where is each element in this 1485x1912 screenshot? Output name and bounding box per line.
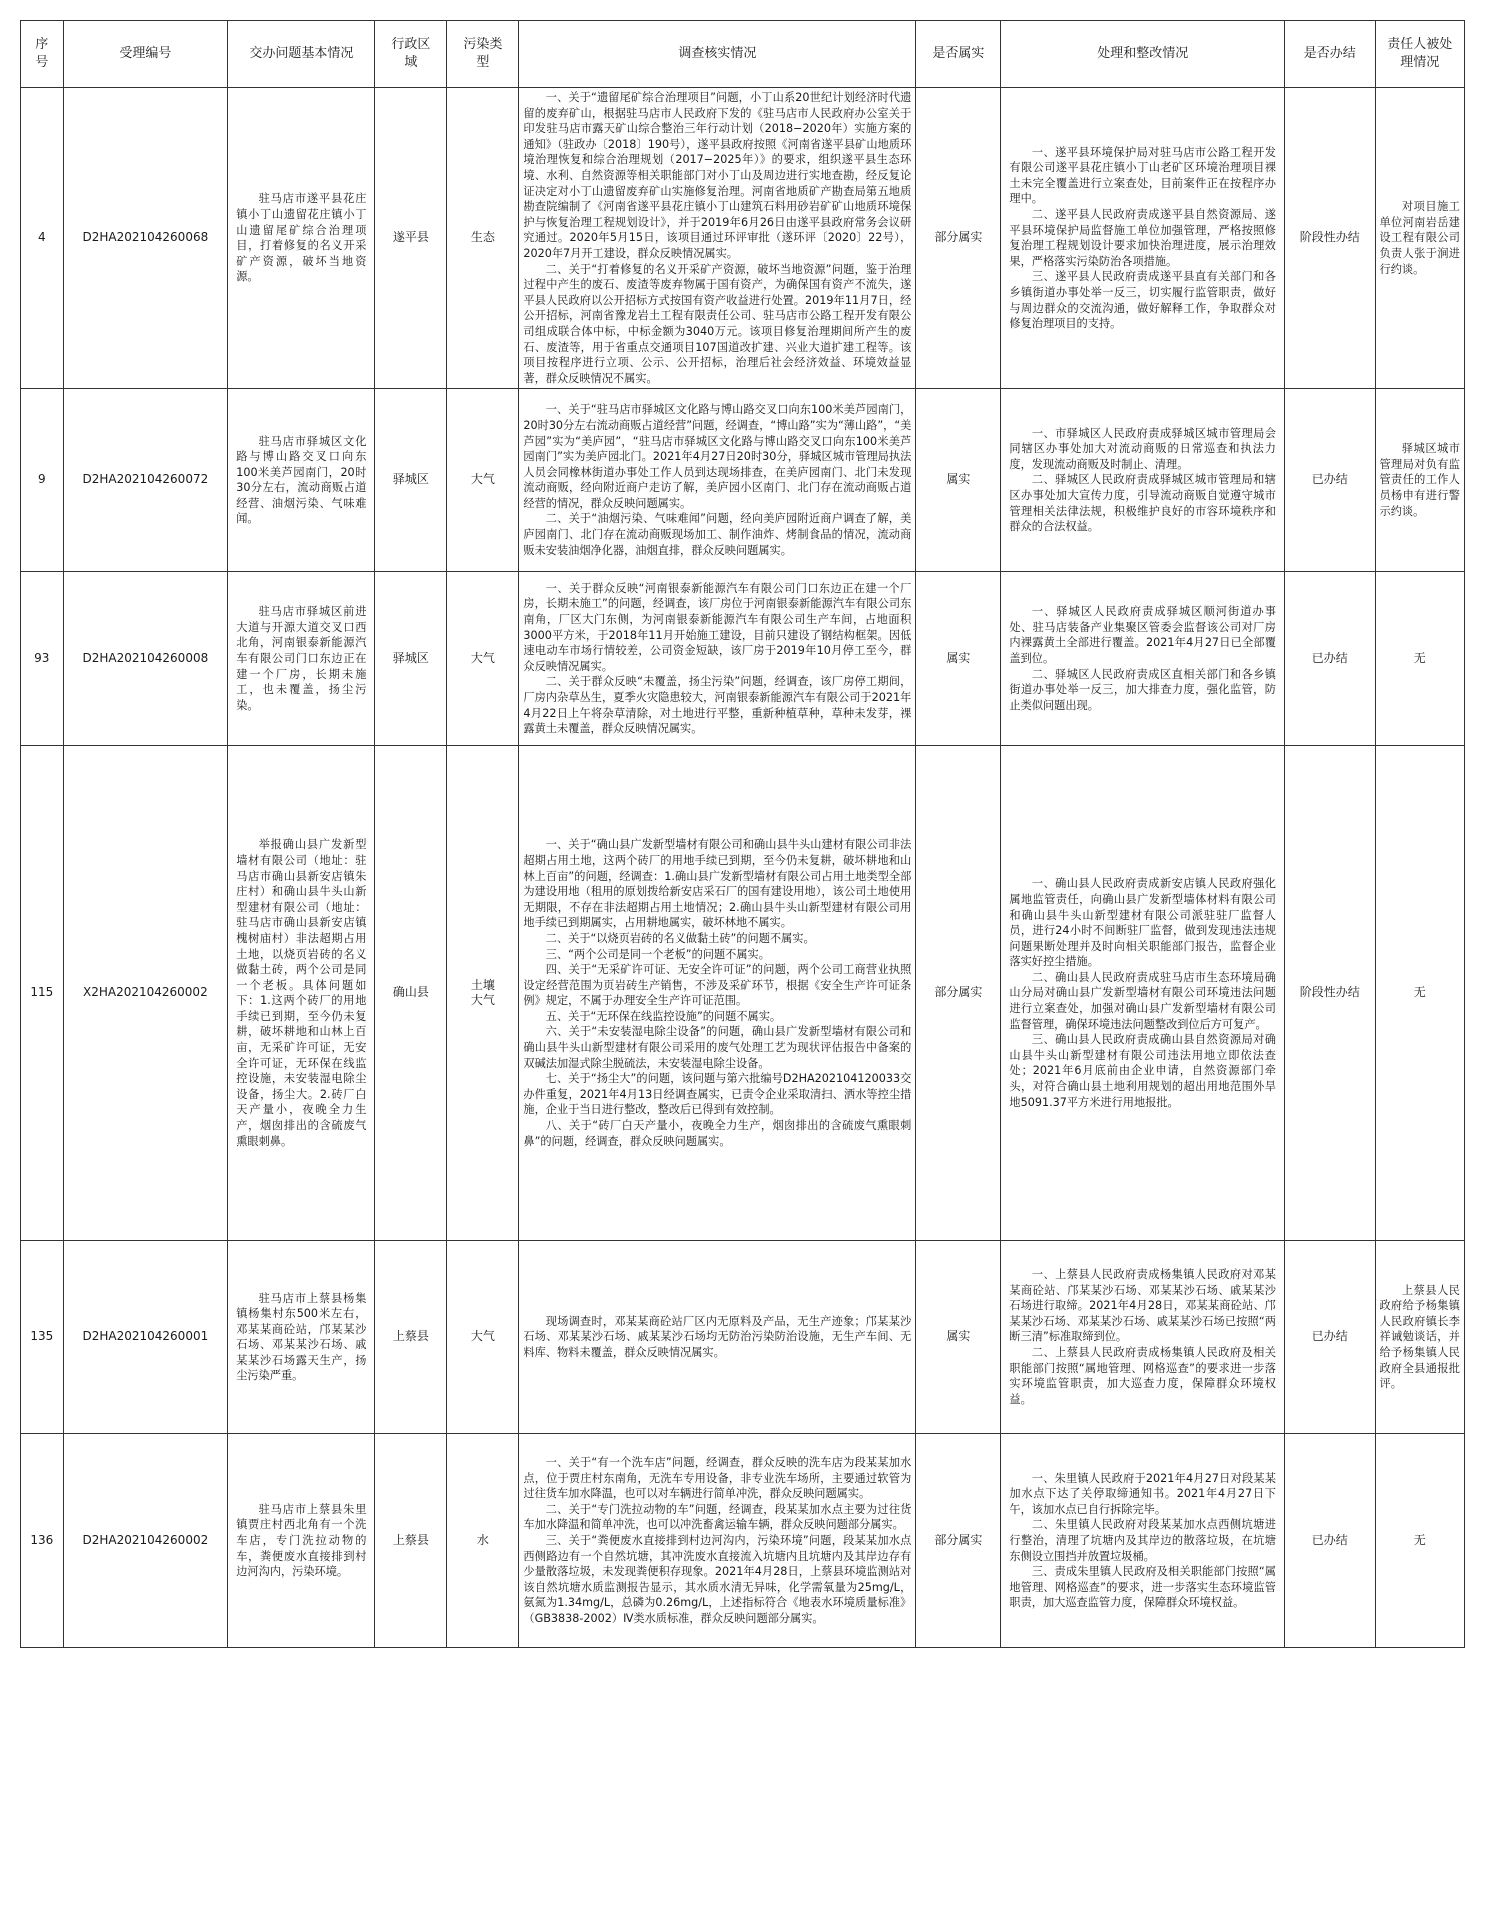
cell-verified: 部分属实 [916, 1434, 1001, 1648]
handling-paragraph: 三、确山县人民政府责成确山县自然资源局对确山县牛头山新型建材有限公司违法用地立即依法查处；2021年6月底前由企业申请，自然资源部门牵头，对符合确山县土地利用规划的超出用地范围外旱地5091.37平方米进行用地报批。 [1009, 1033, 1276, 1109]
handling-paragraph: 二、朱里镇人民政府对段某某加水点西侧坑塘进行整治，清理了坑塘内及其岸边的散落垃圾，在坑塘东侧设立围挡并放置垃圾桶。 [1009, 1518, 1276, 1563]
cell-code: X2HA202104260002 [63, 746, 228, 1241]
cell-handling [1001, 88, 1285, 389]
cell-verified: 部分属实 [916, 88, 1001, 389]
cell-code: D2HA202104260001 [63, 1241, 228, 1434]
cell-pollution: 大气 [447, 389, 519, 572]
cell-seq: 93 [21, 572, 64, 746]
cell-responsible: 上蔡县人民政府给予杨集镇人民政府镇长李祥诫勉谈话，并给予杨集镇人民政府全县通报批评。 [1375, 1241, 1465, 1434]
cell-investigation [519, 88, 916, 389]
cell-responsible: 无 [1375, 572, 1465, 746]
cell-responsible: 无 [1375, 1434, 1465, 1648]
table-body [21, 88, 1465, 1648]
cell-basic: 举报确山县广发新型墙材有限公司（地址：驻马店市确山县新安店镇朱庄村）和确山县牛头山新型建材有限公司（地址：驻马店市确山县新安店镇槐树庙村）非法超期占用土地，以烧页岩砖的名义做黏土砖，两个公司是同一个老板。具体问题如下：1.这两个砖厂的用地手续已到期，至今仍未复耕，破坏耕地和山林上百亩，无采矿许可证，无安全许可证，无环保在线监控设施，未安装湿电除尘设备，扬尘大。2.砖厂白天产量小，夜晚全力生产，烟囱排出的含硫废气熏眼刺鼻。 [228, 746, 375, 1241]
header-code: 受理编号 [63, 21, 228, 88]
investigation-paragraph: 四、关于“无采矿许可证、无安全许可证”的问题，两个公司工商营业执照设定经营范围为页岩砖生产销售，不涉及采矿环节，根据《安全生产许可证条例》规定，不属于办理安全生产许可证范围。 [523, 963, 912, 1008]
cell-pollution: 大气 [447, 572, 519, 746]
header-responsible: 责任人被处理情况 [1375, 21, 1465, 88]
investigation-paragraph: 五、关于“无环保在线监控设施”的问题不属实。 [545, 1009, 782, 1023]
cell-completed: 阶段性办结 [1284, 746, 1375, 1241]
cell-pollution: 土壤 大气 [447, 746, 519, 1241]
cell-code: D2HA202104260002 [63, 1434, 228, 1648]
cell-code: D2HA202104260008 [63, 572, 228, 746]
header-basic: 交办问题基本情况 [228, 21, 375, 88]
investigation-paragraph: 二、关于“专门洗拉动物的车”问题，经调查，段某某加水点主要为过往货车加水降温和简单冲洗，也可以冲洗畜禽运输车辆，群众反映问题部分属实。 [523, 1502, 912, 1532]
investigation-paragraph: 七、关于“扬尘大”的问题，该问题与第六批编号D2HA202104120033交办件重复，2021年4月13日经调查属实，已责令企业采取清扫、洒水等控尘措施，企业于当日进行整改，整改后已得到有效控制。 [523, 1072, 912, 1117]
table-row [21, 1434, 1465, 1648]
cell-completed: 已办结 [1284, 1241, 1375, 1434]
table-row [21, 746, 1465, 1241]
table-row [21, 88, 1465, 389]
investigation-paragraph: 现场调查时，邓某某商砼站厂区内无原料及产品，无生产迹象；邝某某沙石场、邓某某沙石场、戚某某沙石场均无防治污染防治设施，无生产车间、无料库、物料未覆盖，群众反映情况属实。 [523, 1314, 912, 1360]
cell-completed: 阶段性办结 [1284, 88, 1375, 389]
header-investigation: 调查核实情况 [519, 21, 916, 88]
header-handling: 处理和整改情况 [1001, 21, 1285, 88]
cell-pollution: 水 [447, 1434, 519, 1648]
cell-investigation [519, 1241, 916, 1434]
handling-paragraph: 三、责成朱里镇人民政府及相关职能部门按照“属地管理、网格巡查”的要求，进一步落实生态环境监管职责，加大巡查监管力度，保障群众环境权益。 [1009, 1565, 1276, 1610]
cell-investigation [519, 389, 916, 572]
handling-paragraph: 二、上蔡县人民政府责成杨集镇人民政府及相关职能部门按照“属地管理、网格巡查”的要求进一步落实环境监管职责，加大巡查力度，保障群众环境权益。 [1009, 1346, 1276, 1406]
table-row [21, 572, 1465, 746]
investigation-paragraph: 三、“两个公司是同一个老板”的问题不属实。 [545, 947, 770, 961]
cell-handling [1001, 1434, 1285, 1648]
handling-paragraph: 三、遂平县人民政府责成遂平县直有关部门和各乡镇街道办事处举一反三，切实履行监管职责，做好与周边群众的交流沟通，做好解释工作，争取群众对修复治理项目的支持。 [1009, 270, 1276, 331]
cell-handling [1001, 389, 1285, 572]
handling-paragraph: 二、遂平县人民政府责成遂平县自然资源局、遂平县环境保护局监督施工单位加强管理，严格按照修复治理工程规划设计要求加快治理进度，展示治理效果，严格落实污染防治各项措施。 [1009, 207, 1276, 268]
cell-region: 驿城区 [375, 572, 447, 746]
investigation-paragraph: 二、关于“以烧页岩砖的名义做黏土砖”的问题不属实。 [545, 931, 815, 945]
cell-handling [1001, 572, 1285, 746]
investigation-paragraph: 二、关于群众反映“未覆盖，扬尘污染”问题，经调查，该厂房停工期间，厂房内杂草丛生，夏季火灾隐患较大，河南银泰新能源汽车有限公司于2021年4月22日上午将杂草清除，对土地进行平整，重新种植草种，草种未发芽，裸露黄土未覆盖，群众反映情况属实。 [523, 675, 912, 736]
header-pollution: 污染类型 [447, 21, 519, 88]
cell-code: D2HA202104260068 [63, 88, 228, 389]
cell-basic: 驻马店市驿城区文化路与博山路交叉口向东100米美芦园南门，20时30分左右，流动商贩占道经营、油烟污染、气味难闻。 [228, 389, 375, 572]
cell-seq: 4 [21, 88, 64, 389]
cell-investigation [519, 572, 916, 746]
cell-basic: 驻马店市上蔡县杨集镇杨集村东500米左右，邓某某商砼站，邝某某沙石场、邓某某沙石场、戚某某沙石场露天生产，扬尘污染严重。 [228, 1241, 375, 1434]
cell-completed: 已办结 [1284, 389, 1375, 572]
cell-region: 上蔡县 [375, 1241, 447, 1434]
table-row [21, 389, 1465, 572]
investigation-paragraph: 一、关于群众反映“河南银泰新能源汽车有限公司门口东边正在建一个厂房，长期未施工”的问题，经调查，该厂房位于河南银泰新能源汽车有限公司东南角，厂区大门东侧，为河南银泰新能源汽车有限公司生产车间，占地面积3000平方米，于2018年11月开始施工建设，目前只建设了钢结构框架。因低速电动车市场行情较差，公司资金短缺，该厂房于2019年10月停工至今，群众反映情况属实。 [523, 581, 912, 673]
cell-verified: 属实 [916, 389, 1001, 572]
handling-paragraph: 一、确山县人民政府责成新安店镇人民政府强化属地监管责任，向确山县广发新型墙体材料有限公司和确山县牛头山新型建材有限公司派驻驻厂监督人员，进行24小时不间断驻厂监督，做到发现违法违规问题果断处理并及时向相关职能部门报告，监督企业落实好控尘措施。 [1009, 877, 1276, 969]
cell-completed: 已办结 [1284, 1434, 1375, 1648]
cell-region: 遂平县 [375, 88, 447, 389]
cell-completed: 已办结 [1284, 572, 1375, 746]
handling-paragraph: 一、遂平县环境保护局对驻马店市公路工程开发有限公司遂平县花庄镇小丁山老矿区环境治理项目裸土未完全覆盖进行立案查处，目前案件正在按程序办理中。 [1009, 145, 1276, 206]
header-seq: 序号 [21, 21, 64, 88]
header-row [21, 21, 1465, 88]
cell-region: 驿城区 [375, 389, 447, 572]
cell-basic: 驻马店市遂平县花庄镇小丁山遗留花庄镇小丁山遗留尾矿综合治理项目，打着修复的名义开采矿产资源，破坏当地资源。 [228, 88, 375, 389]
cell-handling [1001, 746, 1285, 1241]
case-table [20, 20, 1465, 1648]
investigation-paragraph: 六、关于“未安装湿电除尘设备”的问题，确山县广发新型墙材有限公司和确山县牛头山新型建材有限公司采用的废气处理工艺为现状评估报告中备案的双碱法加湿式除尘脱硫法，未安装湿电除尘设备。 [523, 1025, 912, 1070]
cell-pollution: 生态 [447, 88, 519, 389]
header-region: 行政区域 [375, 21, 447, 88]
cell-basic: 驻马店市上蔡县朱里镇贾庄村西北角有一个洗车店，专门洗拉动物的车，粪便废水直接排到村边河沟内，污染环境。 [228, 1434, 375, 1648]
cell-seq: 135 [21, 1241, 64, 1434]
investigation-paragraph: 三、关于“粪便废水直接排到村边河沟内，污染环境”问题，段某某加水点西侧路边有一个自然坑塘，其冲洗废水直接流入坑塘内且坑塘内及其岸边存有少量散落垃圾，未发现粪便积存现象。2021年4月28日，上蔡县环境监测站对该自然坑塘水质监测报告显示，其水质水清无异味，化学需氧量为25mg/L，氨氮为1.34mg/L，总磷为0.26mg/L，上述指标符合《地表水环境质量标准》（GB3838-2002）Ⅳ类水质标准，群众反映问题部分属实。 [523, 1533, 912, 1625]
cell-seq: 115 [21, 746, 64, 1241]
investigation-paragraph: 一、关于“驻马店市驿城区文化路与博山路交叉口向东100米美芦园南门，20时30分左右流动商贩占道经营”问题，经调查，“博山路”实为“薄山路”，“美芦园”实为“美庐园”，“驻马店市驿城区文化路与博山路交叉口向东100米美芦园南门”实为美庐园北门。2021年4月27日20时30分，驿城区城市管理局执法人员会同橡林街道办事处工作人员到达现场排查，在美庐园南门、北门未发现流动商贩，经向附近商户走访了解，美庐园小区南门、北门存在流动商贩占道经营的情况，群众反映问题属实。 [523, 403, 912, 510]
cell-investigation [519, 746, 916, 1241]
header-verified: 是否属实 [916, 21, 1001, 88]
investigation-paragraph: 八、关于“砖厂白天产量小，夜晚全力生产，烟囱排出的含硫废气熏眼刺鼻”的问题，经调查，群众反映问题属实。 [523, 1119, 912, 1148]
cell-investigation [519, 1434, 916, 1648]
cell-responsible: 无 [1375, 746, 1465, 1241]
investigation-paragraph: 二、关于“打着修复的名义开采矿产资源，破坏当地资源”问题，鉴于治理过程中产生的废石、废渣等废弃物属于国有资产，为确保国有资产不流失，遂平县人民政府以公开招标方式按国有资产收益进行处置。2019年11月7日，经公开招标，河南省豫龙岩土工程有限责任公司、驻马店市公路工程开发有限公司组成联合体中标，中标金额为3040万元。该项目修复治理期间所产生的废石、废渣等，用于省重点交通项目107国道改扩建、兴业大道扩建工程等。该项目按程序进行立项、公示、公开招标，治理后社会经济效益、环境效益显著，群众反映情况不属实。 [523, 262, 912, 385]
handling-paragraph: 一、驿城区人民政府责成驿城区顺河街道办事处、驻马店装备产业集聚区管委会监督该公司对厂房内裸露黄土全部进行覆盖。2021年4月27日已全部覆盖到位。 [1009, 605, 1276, 665]
handling-paragraph: 二、驿城区人民政府责成区直相关部门和各乡镇街道办事处举一反三，加大排查力度，强化监管，防止类似问题出现。 [1009, 667, 1276, 712]
table-row [21, 1241, 1465, 1434]
handling-paragraph: 二、驿城区人民政府责成驿城区城市管理局和辖区办事处加大宣传力度，引导流动商贩自觉遵守城市管理相关法律法规，积极维护良好的市容环境秩序和群众的合法权益。 [1009, 473, 1276, 534]
handling-paragraph: 二、确山县人民政府责成驻马店市生态环境局确山分局对确山县广发新型墙材有限公司环境违法问题进行立案查处，加强对确山县广发新型墙材有限公司监督管理，确保环境违法问题整改到位后方可复产。 [1009, 970, 1276, 1031]
investigation-paragraph: 一、关于“遗留尾矿综合治理项目”问题，小丁山系20世纪计划经济时代遗留的废弃矿山，根据驻马店市人民政府下发的《驻马店市人民政府办公室关于印发驻马店市露天矿山综合整治三年行动计划（2018−2020年）实施方案的通知》（驻政办〔2018〕190号），遂平县政府按照《河南省遂平县矿山地质环境治理恢复和综合治理规划（2017−2025年）》的要求，组织遂平县生态环境、水利、自然资源等相关职能部门对小丁山及周边进行实地查勘，经反复论证决定对小丁山遗留废弃矿山实施修复治理。河南省地质矿产勘查局第五地质勘查院编制了《河南省遂平县花庄镇小丁山建筑石料用砂岩矿矿山地质环境保护与恢复治理工程规划设计》，并于2019年6月26日由遂平县政府常务会议研究通过。2020年5月15日，该项目通过环评审批（遂环评〔2020〕22号），2020年7月开工建设，群众反映情况属实。 [523, 91, 912, 260]
investigation-paragraph: 一、关于“有一个洗车店”问题，经调查，群众反映的洗车店为段某某加水点，位于贾庄村东南角，无洗车专用设备，非专业洗车场所，主要通过软管为过往货车加水降温，也可以对车辆进行简单冲洗，群众反映问题属实。 [523, 1456, 912, 1501]
cell-pollution: 大气 [447, 1241, 519, 1434]
cell-region: 确山县 [375, 746, 447, 1241]
handling-paragraph: 一、市驿城区人民政府责成驿城区城市管理局会同辖区办事处加大对流动商贩的日常巡查和执法力度，发现流动商贩及时制止、清理。 [1009, 426, 1276, 471]
cell-verified: 属实 [916, 1241, 1001, 1434]
cell-seq: 9 [21, 389, 64, 572]
investigation-paragraph: 二、关于“油烟污染、气味难闻”问题，经向美庐园附近商户调查了解，美庐园南门、北门存在流动商贩现场加工、制作油炸、烤制食品的情况，流动商贩未安装油烟净化器，油烟直排，群众反映问题属实。 [523, 512, 912, 557]
cell-handling [1001, 1241, 1285, 1434]
cell-responsible: 驿城区城市管理局对负有监管责任的工作人员杨申有进行警示约谈。 [1375, 389, 1465, 572]
cell-code: D2HA202104260072 [63, 389, 228, 572]
cell-region: 上蔡县 [375, 1434, 447, 1648]
handling-paragraph: 一、上蔡县人民政府责成杨集镇人民政府对邓某某商砼站、邝某某沙石场、邓某某沙石场、戚某某沙石场进行取缔。2021年4月28日，邓某某商砼站、邝某某沙石场、邓某某沙石场、戚某某沙石场已按照“两断三清”标准取缔到位。 [1009, 1268, 1276, 1344]
cell-responsible: 对项目施工单位河南岩岳建设工程有限公司负责人张于涧进行约谈。 [1375, 88, 1465, 389]
header-completed: 是否办结 [1284, 21, 1375, 88]
cell-verified: 部分属实 [916, 746, 1001, 1241]
cell-verified: 属实 [916, 572, 1001, 746]
handling-paragraph: 一、朱里镇人民政府于2021年4月27日对段某某加水点下达了关停取缔通知书。2021年4月27日下午，该加水点已自行拆除完毕。 [1009, 1471, 1276, 1516]
document-page [20, 20, 1465, 1648]
investigation-paragraph: 一、关于“确山县广发新型墙材有限公司和确山县牛头山建材有限公司非法超期占用土地，这两个砖厂的用地手续已到期，至今仍未复耕，破坏耕地和山林上百亩”的问题，经调查：1.确山县广发新型墙材有限公司占用土地类型全部为建设用地（租用的原划拨给新安店采石厂的国有建设用地），该公司土地使用无期限，不存在非法超期占用土地情况；2.确山县牛头山新型建材有限公司用地手续已到期属实，占用耕地属实，破坏林地不属实。 [523, 838, 912, 930]
cell-basic: 驻马店市驿城区前进大道与开源大道交叉口西北角，河南银泰新能源汽车有限公司门口东边正在建一个厂房，长期未施工，也未覆盖，扬尘污染。 [228, 572, 375, 746]
cell-seq: 136 [21, 1434, 64, 1648]
